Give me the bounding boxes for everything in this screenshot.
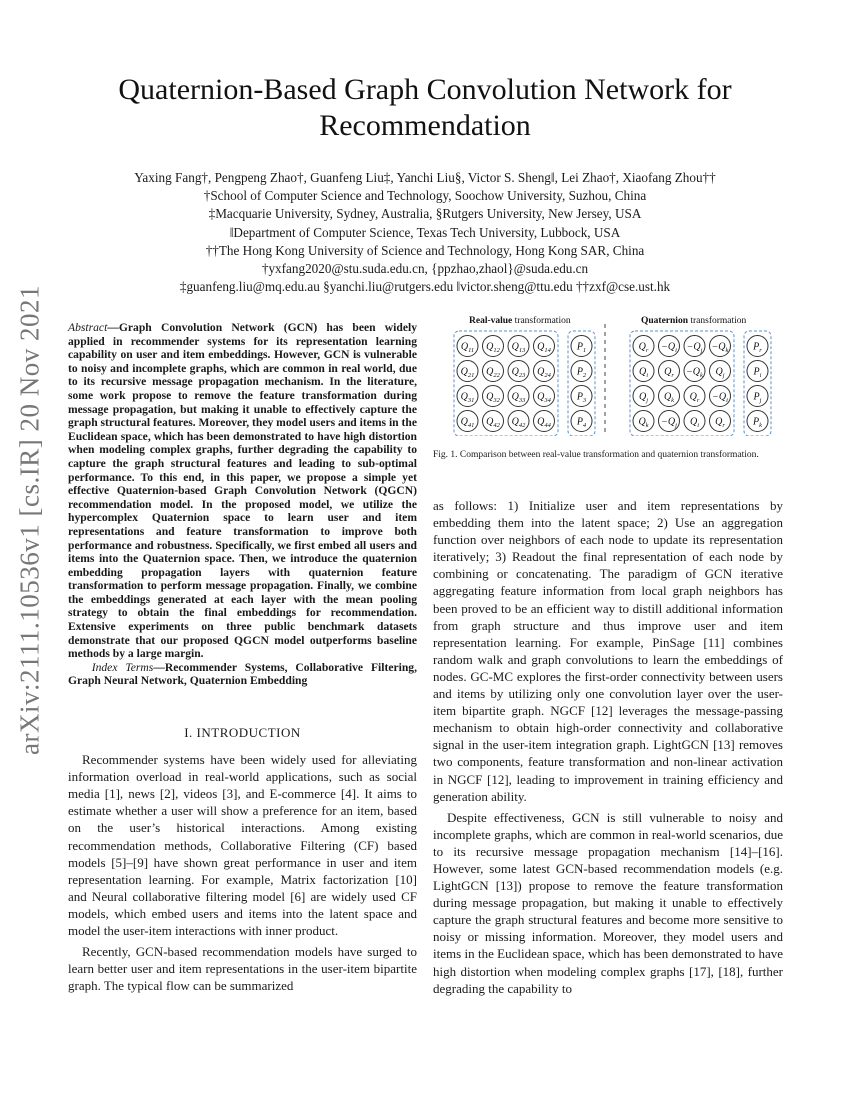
real-matrix-label: $Q_{11}$ — [460, 341, 475, 354]
real-matrix-label: $Q_{23}$ — [511, 366, 526, 379]
abstract-text: —Graph Convolution Network (GCN) has been widely applied in recommender systems for its representation learning capability on user and item embeddings. However, GCN is vulnerable to noisy and incomplete graphs, which are common in real world, due to its recursive message propagation mechanism. In the literature, some work propose to remove the feature transformation during message propagation, but making it unable to effectively capture the graph structural features. Moreover, they model users and items in the Euclidean space, which has been demonstrated to have high distortion when modeling complex graphs, further degrading the capability to capture the graph structural features and leading to sub-optimal performance. To this end, in this paper, we propose a simple yet effective Quaternion-based Graph Convolution Network (QGCN) recommendation model. In the proposed model, we utilize the hypercomplex Quaternion space to learn user and item representations and feature transformation to improve both performance and robustness. Specifically, we first embed all users and items into the Quaternion space. Then, we introduce the quaternion embedding propagation layers with quaternion feature transformation to perform message propagation. Finally, we combine the embeddings generated at each layer with the mean pooling strategy to obtain the final embeddings for recommendation. Extensive experiments on three public benchmark datasets demonstrate that our proposed QGCN model outperforms baseline methods by a large margin. — [68, 321, 417, 661]
author-block — [70, 169, 780, 296]
real-matrix-label: $Q_{44}$ — [537, 416, 551, 429]
real-matrix-label: $Q_{14}$ — [537, 341, 551, 354]
real-value-title-rest: transformation — [512, 316, 571, 326]
title-line-2: Recommendation — [319, 109, 531, 142]
index-terms-label: Index Terms — [91, 660, 154, 674]
emails-line-2: ‡guanfeng.liu@mq.edu.au §yanchi.liu@rutgers.edu ‖victor.sheng@ttu.edu ††zxf@cse.ust.hk — [179, 279, 671, 295]
quaternion-matrix-label: $Q_k$ — [663, 391, 675, 404]
real-matrix-label: $Q_{31}$ — [460, 391, 475, 404]
quaternion-matrix-label: $-Q_i$ — [712, 391, 728, 404]
real-matrix-label: $Q_{34}$ — [537, 391, 551, 404]
affiliation-macquarie-rutgers: ‡Macquarie University, Sydney, Australia, §Rutgers University, New Jersey, USA — [208, 206, 642, 222]
real-matrix-label: $Q_{24}$ — [537, 366, 551, 379]
abstract-section — [68, 321, 417, 688]
figure-caption: Fig. 1. Comparison between real-value transformation and quaternion transformation. — [433, 450, 759, 460]
figure-1 — [433, 316, 783, 436]
title-line-1: Quaternion-Based Graph Convolution Network for — [118, 73, 732, 106]
transformation-diagram — [433, 316, 783, 436]
real-matrix-label: $Q_{41}$ — [460, 416, 475, 429]
quaternion-matrix-label: $Q_r$ — [664, 366, 674, 379]
index-terms-text: —Recommender Systems, Collaborative Filtering, Graph Neural Network, Quaternion Embedding — [68, 660, 417, 688]
abstract-label: Abstract — [68, 321, 108, 334]
right-paragraph-1: as follows: 1) Initialize user and item representations by embedding them into the latent space; 2) Use an aggregation function over neighbors of each node to update its representation iteratively; 3) Readout the final representation of each node by combining or concatenating. The paradigm of GCN iterative aggregating feature information from local graph neighbors has been proved to be an efficient way to distill additional information from graph structure and thus improve user and item representation learning. For example, PinSage [11] combines random walk and graph convolutions to learn the embeddings of nodes. GC-MC explores the first-order connectivity between users and items by utilizing only one convolution layer over the user-item bipartite graph. NGCF [12] leverages the message-passing mechanism to obtain high-order connectivity and collaborative signal in the user-item integration graph. LightGCN [13] removes two components, feature transformation and non-linear activation in NGCF [12], leading to improvement in training efficiency and generation ability. — [433, 498, 783, 804]
quaternion-matrix-label: $Q_k$ — [638, 416, 649, 429]
real-matrix-label: $Q_{13}$ — [511, 341, 526, 354]
quaternion-matrix-label: $-Q_j$ — [686, 341, 703, 354]
quaternion-matrix-label: $-Q_i$ — [661, 341, 677, 354]
quaternion-matrix-label: $Q_r$ — [689, 391, 700, 404]
quaternion-title-rest: transformation — [687, 316, 747, 326]
quaternion-vector-label: $P_j$ — [753, 391, 762, 404]
introduction-heading: I. INTRODUCTION — [184, 725, 301, 740]
quaternion-matrix-label: $-Q_j$ — [661, 416, 677, 429]
affiliation-soochow: †School of Computer Science and Technology, Soochow University, Suzhou, China — [203, 188, 647, 204]
author-names: Yaxing Fang†, Pengpeng Zhao†, Guanfeng Liu‡, Yanchi Liu§, Victor S. Sheng‖, Lei Zhao†, Xiaofang Zhou†† — [134, 170, 716, 185]
real-vector-label: $P_2$ — [576, 366, 587, 379]
real-matrix-label: $Q_{12}$ — [486, 341, 500, 354]
real-matrix-label: $Q_{42}$ — [511, 416, 526, 429]
real-matrix-label: $Q_{21}$ — [460, 366, 475, 379]
quaternion-matrix-label: $Q_i$ — [638, 366, 649, 379]
quaternion-matrix-label: $-Q_k$ — [711, 341, 729, 354]
real-matrix-label: $Q_{32}$ — [486, 391, 500, 404]
quaternion-matrix-label: $Q_r$ — [715, 416, 725, 429]
index-terms-paragraph — [68, 661, 417, 688]
affiliation-texas-tech: ‖Department of Computer Science, Texas Tech University, Lubbock, USA — [229, 224, 621, 240]
introduction-section — [68, 724, 417, 998]
right-paragraph-2: Despite effectiveness, GCN is still vulnerable to noisy and incomplete graphs, which are common in real-world scenarios, due to its recursive message propagation mechanism [14]–[16]. However, some latest GCN-based recommendation models (e.g. LightGCN [13]) propose to remove the feature transformation during message propagation, but making it unable to effectively capture the graph structural features and become more sensitive to noisy or missing information. Moreover, they model users and items in the Euclidean space, which has been demonstrated to have high distortion when modeling complex graphs [17], [18], further degrading the capability to — [433, 809, 783, 996]
right-column-text — [433, 497, 783, 1001]
real-matrix-label: $Q_{42}$ — [486, 416, 500, 429]
quaternion-matrix-label: $Q_i$ — [689, 416, 700, 429]
quaternion-matrix-label: $Q_j$ — [638, 391, 649, 404]
quaternion-vector-label: $P_k$ — [753, 416, 762, 429]
quaternion-matrix-label: $Q_r$ — [638, 341, 649, 354]
real-vector-label: $P_3$ — [576, 391, 587, 404]
quaternion-matrix-label: $Q_j$ — [715, 366, 725, 379]
quaternion-vector-label: $P_i$ — [753, 366, 762, 379]
emails-line-1: †yxfang2020@stu.suda.edu.cn, {ppzhao,zhaol}@suda.edu.cn — [261, 261, 589, 277]
quaternion-vector-label: $P_r$ — [753, 341, 762, 354]
arxiv-sidebar — [0, 0, 60, 1100]
intro-paragraph-2: Recently, GCN-based recommendation models have surged to learn better user and item representations in the user-item bipartite graph. The typical flow can be summarized — [68, 944, 417, 994]
abstract-paragraph — [68, 321, 417, 661]
real-value-title-bold: Real-value — [469, 316, 513, 326]
paper-title — [80, 72, 770, 144]
quaternion-title-bold: Quaternion — [641, 316, 688, 326]
intro-paragraph-1: Recommender systems have been widely used for alleviating information overload in real-world applications, such as social media [1], news [2], videos [3], and E-commerce [4]. It aims to estimate whether a user will show a preference for an item, based on the user’s historical interactions. Among existing recommendation methods, Collaborative Filtering (CF) based models [5]–[9] have shown great performance in user and item representation learning. For example, Matrix factorization [10] and Neural collaborative filtering model [6] are widely used CF models, which embed users and items into the latent space and model the user-item interactions with inner product. — [68, 752, 417, 939]
real-matrix-label: $Q_{22}$ — [486, 366, 500, 379]
affiliation-hkust: ††The Hong Kong University of Science and Technology, Hong Kong SAR, China — [205, 242, 645, 258]
real-vector-label: $P_4$ — [576, 416, 587, 429]
arxiv-identifier: arXiv:2111.10536v1 [cs.IR] 20 Nov 2021 — [14, 285, 45, 755]
real-vector-label: $P_1$ — [576, 341, 587, 354]
real-matrix-label: $Q_{33}$ — [511, 391, 526, 404]
quaternion-matrix-label: $-Q_k$ — [686, 366, 703, 379]
